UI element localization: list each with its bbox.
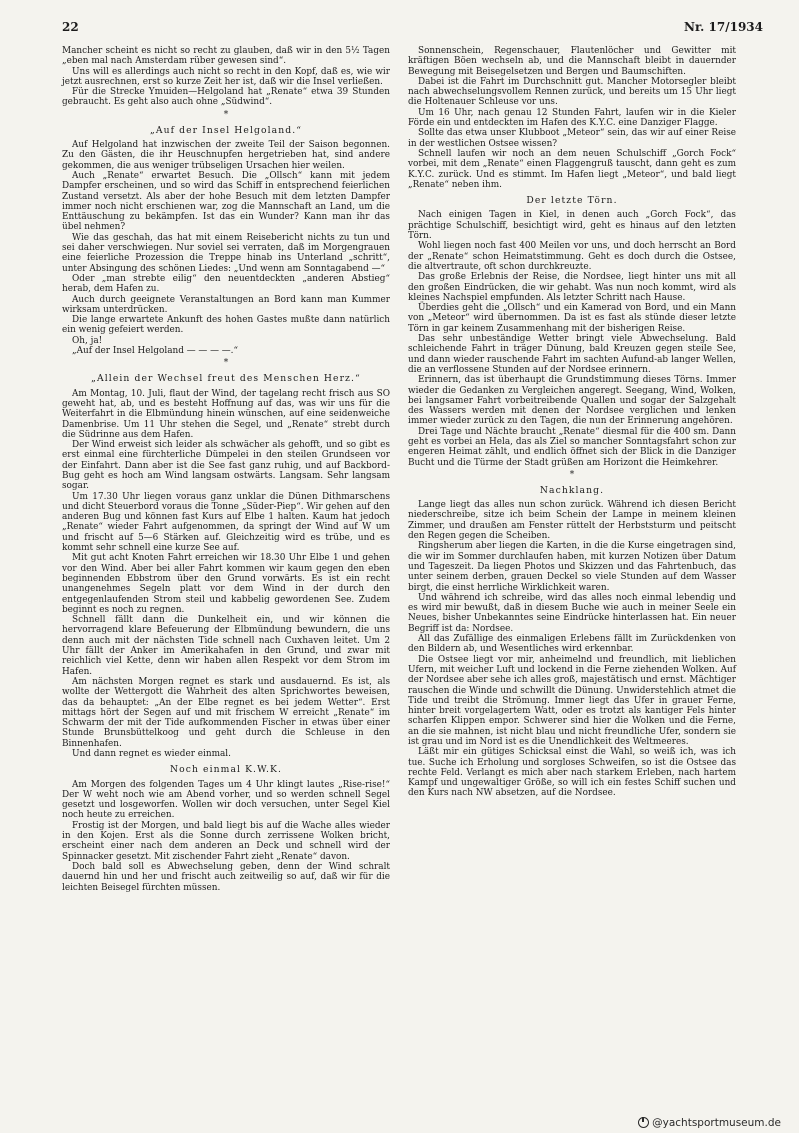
paragraph: Wie das geschah, das hat mit einem Reisebericht nichts zu tun und sei daher verschwiegen. Nur soviel sei verraten, daß im Morgengrauen eine feierliche Prozession die Treppe hinab ins Unterland „schritt“, unter Absingung des schönen Liedes: „Und wenn am Sonntagabend —“	[62, 232, 390, 274]
paragraph: Auf Helgoland hat inzwischen der zweite Teil der Saison begonnen. Zu den Gästen, die ihr Heuschnupfen hergetrieben hat, sind andere gekommen, die aus weniger trübseligen Ursachen hier weilen.	[62, 140, 390, 171]
paragraph: Überdies geht die „Ollsch“ und ein Kamerad von Bord, und ein Mann von „Meteor“ wird übernommen. Da ist es fast als stünde dieser letzte Törn in gar keinem Zusammenhang mit der bisherigen Reise.	[408, 303, 736, 334]
paragraph: Frostig ist der Morgen, und bald liegt bis auf die Wache alles wieder in den Kojen. Erst als die Sonne durch zerrissene Wolken bricht, erscheint einer nach dem anderen an Deck und schnell wird der Spinnacker gesetzt. Mit zischender Fahrt zieht „Renate“ davon.	[62, 820, 390, 862]
section-heading: „Allein der Wechsel freut des Menschen Herz.“	[91, 373, 361, 385]
section-heading: Noch einmal K.W.K.	[169, 764, 283, 776]
paragraph: Der Wind erweist sich leider als schwächer als gehofft, und so gibt es erst einmal eine fürchterliche Dümpelei in den steilen Grundseen vor der Einfahrt. Dann aber ist die See fast ganz ruhig, und auf Backbord-Bug geht es hoch am Wind langsam ostwärts. Langsam. Sehr langsam sogar.	[62, 440, 390, 492]
paragraph: Oder „man strebte eilig“ den neuentdeckten „anderen Abstieg“ herab, dem Hafen zu.	[62, 273, 390, 295]
paragraph: Läßt mir ein gütiges Schicksal einst die Wahl, so weiß ich, was ich tue. Suche ich Erholung und sorgloses Schweifen, so ist die Ostsee das rechte Feld. Verlangt es mich aber nach starkem Erleben, nach hartem Kampf und ungewaltiger Größe, so will ich ein festes Schiff suchen und den Kurs nach NW absetzen, auf die Nordsee.	[408, 747, 736, 799]
section-separator: *	[569, 469, 575, 480]
left-column	[62, 46, 390, 893]
issue-number: Nr. 17/1934	[683, 20, 763, 34]
paragraph: Doch bald soll es Abwechselung geben, denn der Wind schralt dauernd hin und her und frischt auch zeitweilig so auf, daß wir für die leichten Beisegel fürchten müssen.	[62, 861, 390, 893]
watermark-text: yachtsportmuseum.de	[662, 1117, 781, 1129]
copyright-icon	[638, 1117, 649, 1128]
page-header	[62, 20, 763, 38]
paragraph: Auch durch geeignete Veranstaltungen an Bord kann man Kummer wirksam unterdrücken.	[62, 294, 390, 315]
paragraph: Für die Strecke Ymuiden—Helgoland hat „Renate“ etwa 39 Stunden gebraucht. Es geht also auch ohne „Südwind“.	[62, 87, 390, 108]
paragraph: Drei Tage und Nächte braucht „Renate“ diesmal für die 400 sm. Dann geht es vorbei an Hela, das als Ziel so mancher Sonntagsfahrt schon zur engeren Heimat zählt, und endlich öffnet sich der Blick in die Danziger Bucht und die Türme der Stadt grüßen am Horizont die Heimkehrer.	[408, 426, 736, 468]
paragraph: Oh, ja!	[72, 335, 103, 346]
right-column	[408, 46, 736, 799]
paragraph: Schnell laufen wir noch an dem neuen Schulschiff „Gorch Fock“ vorbei, mit dem „Renate“ einen Flaggengruß tauscht, dann geht es zum K.Y.C. zurück. Und es stimmt. Im Hafen liegt „Meteor“, und bald liegt „Renate“ neben ihm.	[408, 148, 736, 190]
paragraph: Um 16 Uhr, nach genau 12 Stunden Fahrt, laufen wir in die Kieler Förde ein und entdeckten im Hafen des K.Y.C. eine Danziger Flagge.	[408, 107, 736, 129]
paragraph: Die lange erwartete Ankunft des hohen Gastes mußte dann natürlich ein wenig gefeiert werden.	[62, 315, 390, 336]
paragraph: Und während ich schreibe, wird das alles noch einmal lebendig und es wird mir bewußt, daß in diesem Buche wie auch in meiner Seele ein Neues, bisher Unbekanntes seine Eindrücke hinterlassen hat. Ein neuer Begriff ist da: Nordsee.	[408, 592, 736, 634]
page-number: 22	[62, 20, 79, 34]
paragraph: Das große Erlebnis der Reise, die Nordsee, liegt hinter uns mit all den großen Eindrücken, die wir gehabt. Was nun noch kommt, wird als kleines Nachspiel empfunden. Als letzter Schritt nach Hause.	[408, 272, 736, 303]
paragraph: Die Ostsee liegt vor mir, anheimelnd und freundlich, mit lieblichen Ufern, mit weicher Luft und lockend in die Ferne ziehenden Wolken. Auf der Nordsee aber sehe ich alles groß, majestätisch und ernst. Mächtiger rauschen die Winde und schwillt die Dünung. Unwiderstehlich atmet die Tide und treibt die Strömung. Immer liegt das Ufer in grauer Ferne, hinter breit vorgelagertem Watt, oder es trotzt als kantiger Fels hinter scharfen Klippen empor. Schwerer sind hier die Wolken und die Ferne, an die sie mahnen, ist nicht blau und nicht freundliche Ufer, sondern sie ist grau und im Nord ist es die Unendlichkeit des Weltmeeres.	[408, 654, 736, 747]
section-heading: „Auf der Insel Helgoland.“	[149, 124, 303, 136]
paragraph: Das sehr unbeständige Wetter bringt viele Abwechselung. Bald schleichende Fahrt in träger Dünung, bald Kreuzen gegen steile See, und dann wieder rauschende Fahrt im sachten Aufund-ab langer Wellen, die an verflossene Stunden auf der Nordsee erinnern.	[408, 334, 736, 375]
paragraph: Wohl liegen noch fast 400 Meilen vor uns, und doch herrscht an Bord der „Renate“ schon Heimatstimmung. Geht es doch durch die Ostsee, die altvertraute, oft schon durchkreuzte.	[408, 241, 736, 272]
section-separator: *	[223, 109, 229, 120]
paragraph: Erinnern, das ist überhaupt die Grundstimmung dieses Törns. Immer wieder die Gedanken zu Vergleichen angeregt. Seegang, Wind, Wolken, bei langsamer Fahrt vorbeitreibende Quallen und sogar der Salzgehalt des Wassers werden mit denen der Nordsee verglichen und lenken immer wieder zurück zu den Tagen, die nun der Erinnerung angehören.	[408, 375, 736, 427]
paragraph: All das Zufällige des einmaligen Erlebens fällt im Zurückdenken von den Bildern ab, und Wesentliches wird erkennbar.	[408, 634, 736, 655]
paragraph: Am Morgen des folgenden Tages um 4 Uhr klingt lautes „Rise-rise!“ Der W weht noch wie am Abend vorher, und so werden schnell Segel gesetzt und losgeworfen. Wollen wir doch versuchen, unter Segel Kiel noch heute zu erreichen.	[62, 779, 390, 821]
paragraph: Lange liegt das alles nun schon zurück. Während ich diesen Bericht niederschreibe, sitze ich beim Schein der Lampe in meinem kleinen Zimmer, und draußen am Fenster rüttelt der Herbststurm und peitscht den Regen gegen die Scheiben.	[408, 500, 736, 542]
paragraph: Auch „Renate“ erwartet Besuch. Die „Ollsch“ kann mit jedem Dampfer erscheinen, und so wird das Schiff in entsprechend feierlichen Zustand versetzt. Als aber der hohe Besuch mit dem letzten Dampfer immer noch nicht erschienen war, zog die Mannschaft an Land, um die Enttäuschung zu bekämpfen. Ist das ein Wunder? Kann man ihr das übel nehmen?	[62, 170, 390, 233]
section-separator: *	[223, 358, 229, 369]
paragraph: Dabei ist die Fahrt im Durchschnitt gut. Mancher Motorsegler bleibt nach abwechselungsvollem Rennen zurück, und bereits um 15 Uhr liegt die Holtenauer Schleuse vor uns.	[408, 76, 736, 108]
paragraph: Am Montag, 10. Juli, flaut der Wind, der tagelang recht frisch aus SO geweht hat, ab, und es besteht Hoffnung auf das, was wir uns für die Weiterfahrt in die Elbmündung hinein wünschen, auf eine seidenweiche Damenbrise. Um 11 Uhr stehen die Segel, und „Renate“ strebt durch die Südrinne aus dem Hafen.	[62, 388, 390, 440]
paragraph: Mancher scheint es nicht so recht zu glauben, daß wir in den 5½ Tagen „eben mal nach Amsterdam rüber gewesen sind“.	[62, 46, 390, 67]
paragraph: Uns will es allerdings auch nicht so recht in den Kopf, daß es, wie wir jetzt ausrechnen, erst so kurze Zeit her ist, daß wir die Insel verließen.	[62, 66, 390, 87]
paragraph: Nach einigen Tagen in Kiel, in denen auch „Gorch Fock“, das prächtige Schulschiff, besichtigt wird, geht es hinaus auf den letzten Törn.	[408, 210, 736, 242]
paragraph: Am nächsten Morgen regnet es stark und ausdauernd. Es ist, als wollte der Wettergott die Wahrheit des alten Sprichwortes beweisen, das da behauptet: „An der Elbe regnet es bei jedem Wetter“. Erst mittags hört der Segen auf und mit frischem W erreicht „Renate“ im Schwarm der mit der Tide aufkommenden Fischer in etwas über einer Stunde Brunsbüttelkoog und geht durch die Schleuse in den Binnenhafen.	[62, 676, 390, 749]
paragraph: Mit gut acht Knoten Fahrt erreichen wir 18.30 Uhr Elbe 1 und gehen vor den Wind. Aber bei aller Fahrt kommen wir kaum gegen den eben beginnenden Ebbstrom über den Grund vorwärts. Es ist ein recht unangenehmes Segeln platt vor dem Wind in der durch den entgegenlaufenden Strom steil und kabbelig gewordenen See. Zudem beginnt es noch zu regnen.	[62, 553, 390, 615]
paragraph: Sollte das etwa unser Klubboot „Meteor“ sein, das wir auf einer Reise in der westlichen Ostsee wissen?	[408, 128, 736, 149]
paragraph: Sonnenschein, Regenschauer, Flautenlöcher und Gewitter mit kräftigen Böen wechseln ab, und die Mannschaft bleibt in dauernder Bewegung mit Beisegelsetzen und Bergen und Baumschiften.	[408, 46, 736, 77]
section-heading: Nachklang.	[539, 484, 605, 496]
paragraph: Und dann regnet es wieder einmal.	[72, 749, 231, 759]
section-heading: Der letzte Törn.	[526, 195, 618, 207]
paragraph: Schnell fällt dann die Dunkelheit ein, und wir können die hervorragend klare Befeuerung der Elbmündung bewundern, die uns denn auch mit der nächsten Tide schnell nach Cuxhaven leitet. Um 2 Uhr fällt der Anker im Amerikahafen in den Grund, und zwar mit reichlich viel Kette, denn wir haben allen Respekt vor dem Strom im Hafen.	[62, 615, 390, 677]
paragraph: „Auf der Insel Helgoland — — — —.“	[72, 346, 239, 357]
paragraph: Ringsherum aber liegen die Karten, in die die Kurse eingetragen sind, die wir im Sommer durchlaufen haben, mit kurzen Notizen über Datum und Tageszeit. Da liegen Photos und Skizzen und das Fahrtenbuch, das unter seinem derben, grauen Deckel so viele Stunden auf dem Wasser birgt, die einst herrliche Wirklichkeit waren.	[408, 541, 736, 593]
watermark: @yachtsportmuseum.de	[638, 1117, 781, 1129]
paragraph: Um 17.30 Uhr liegen voraus ganz unklar die Dünen Dithmarschens und dicht Steuerbord voraus die Tonne „Süder-Piep“. Wir gehen auf den anderen Bug und können fast Kurs auf Elbe 1 halten. Kaum hat jedoch „Renate“ wieder Fahrt aufgenommen, da springt der Wind auf W um und frischt auf 5—6 Stärken auf. Gleichzeitig wird es trübe, und es kommt sehr schnell eine kurze See auf.	[62, 491, 390, 554]
